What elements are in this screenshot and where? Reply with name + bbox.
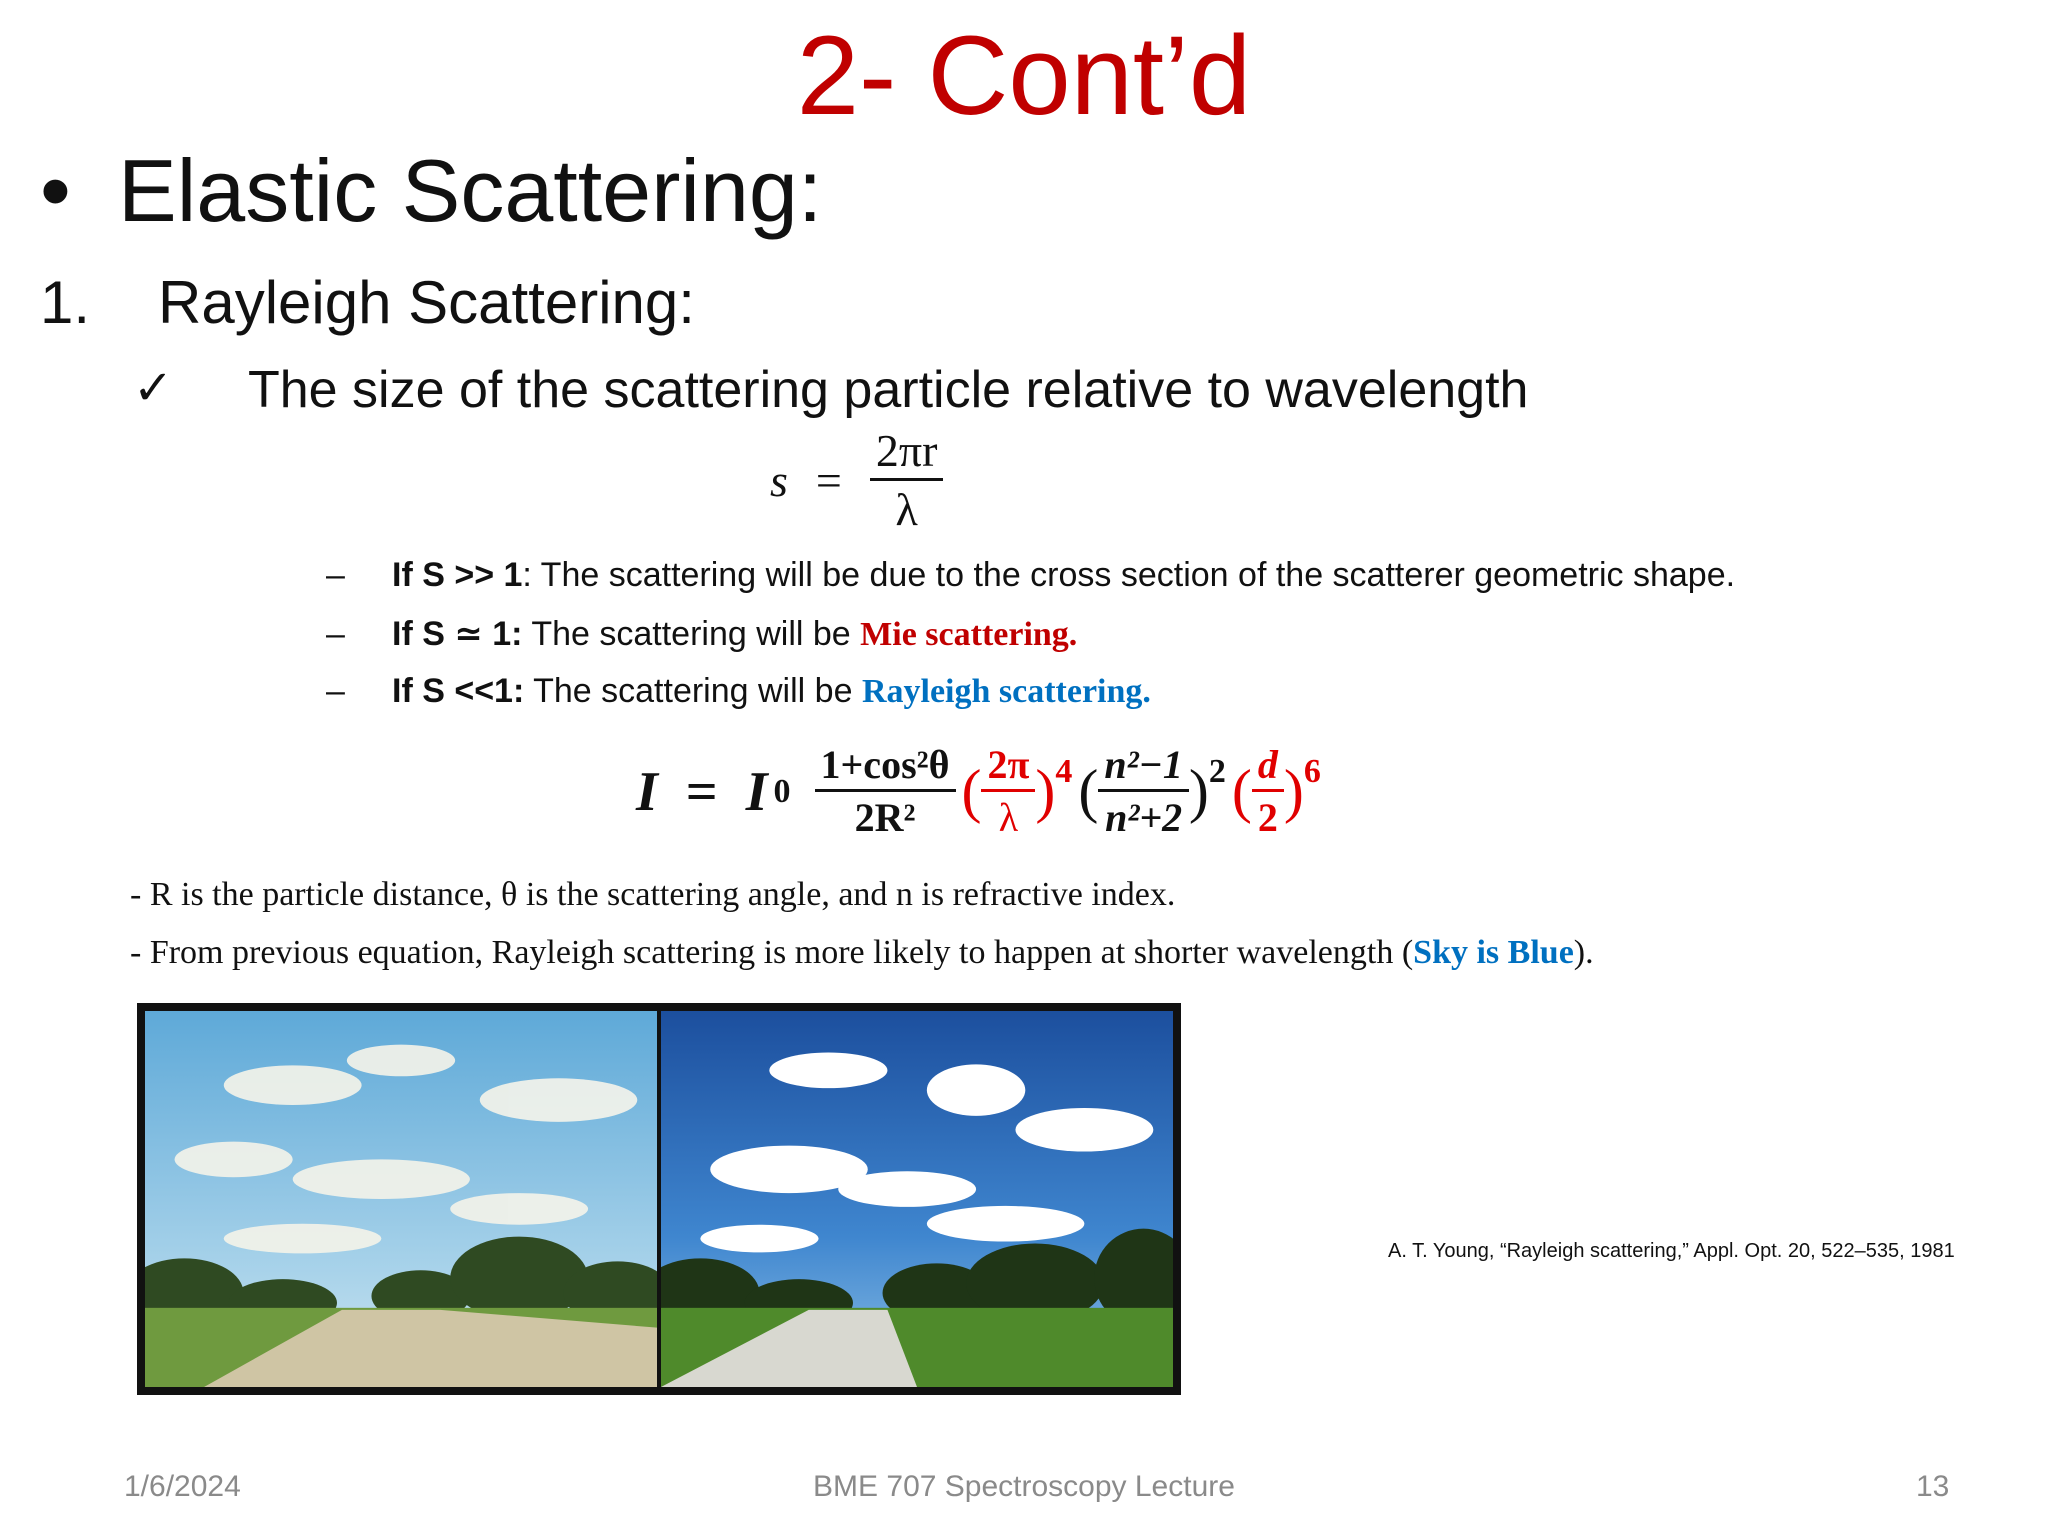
condition-label: If S <<1: bbox=[392, 672, 525, 710]
eq2-open-paren: ( bbox=[961, 758, 982, 824]
blue-sky-photo bbox=[661, 1011, 1173, 1387]
condition-rayleigh bbox=[326, 672, 1151, 711]
eq2-equals: = bbox=[685, 760, 718, 823]
note-text-pre: - From previous equation, Rayleigh scattering is more likely to happen at shorter wavelength ( bbox=[130, 934, 1414, 971]
eq2-close-paren: ) bbox=[1188, 758, 1209, 824]
eq2-fraction-diameter bbox=[1252, 742, 1284, 840]
condition-large bbox=[326, 556, 1735, 595]
bullet-dot: • bbox=[40, 141, 71, 240]
eq2-f2-denominator: λ bbox=[998, 795, 1019, 840]
eq2-f2-numerator: 2π bbox=[981, 745, 1035, 792]
eq2-f4-power: 6 bbox=[1303, 753, 1321, 790]
eq1-fraction bbox=[870, 425, 944, 535]
eq2-i0: I bbox=[745, 760, 768, 823]
footer-course: BME 707 Spectroscopy Lecture bbox=[813, 1470, 1235, 1503]
eq2-fraction-index bbox=[1098, 742, 1188, 840]
eq1-equals: = bbox=[815, 455, 842, 506]
eq1-lhs: s bbox=[770, 455, 788, 506]
condition-text: : The scattering will be due to the cross section of the scatterer geometric shape. bbox=[522, 556, 1736, 594]
eq1-denominator: λ bbox=[895, 484, 918, 535]
mie-highlight: Mie scattering. bbox=[860, 616, 1078, 653]
condition-text: The scattering will be bbox=[522, 615, 861, 653]
eq2-lhs: I bbox=[636, 760, 658, 823]
eq2-open-paren: ( bbox=[1231, 758, 1252, 824]
citation: A. T. Young, “Rayleigh scattering,” Appl. Opt. 20, 522–535, 1981 bbox=[1388, 1240, 1955, 1262]
rayleigh-intensity-equation bbox=[636, 742, 1321, 840]
check-item-text: The size of the scattering particle relative to wavelength bbox=[248, 361, 1529, 419]
eq2-f3-power: 2 bbox=[1208, 753, 1226, 790]
eq2-wavelength-term bbox=[961, 742, 1073, 840]
eq2-f3-numerator: n²−1 bbox=[1098, 745, 1188, 792]
footer-date: 1/6/2024 bbox=[124, 1470, 241, 1503]
eq2-f2-power: 4 bbox=[1055, 753, 1073, 790]
eq2-f4-denominator: 2 bbox=[1257, 795, 1278, 840]
eq2-diameter-term bbox=[1231, 742, 1321, 840]
checkmark-icon: ✓ bbox=[133, 362, 174, 415]
eq2-open-paren: ( bbox=[1078, 758, 1099, 824]
section-heading: Elastic Scattering: bbox=[118, 141, 823, 240]
condition-label: If S >> 1 bbox=[392, 556, 523, 594]
condition-dash: – bbox=[326, 615, 345, 653]
eq2-f4-numerator: d bbox=[1252, 745, 1284, 792]
eq2-fraction-geometry bbox=[815, 742, 956, 840]
note-variables: - R is the particle distance, θ is the scattering angle, and n is refractive index. bbox=[130, 876, 1176, 913]
sky-blue-highlight: Sky is Blue bbox=[1413, 934, 1574, 971]
eq2-i0-subscript: 0 bbox=[773, 772, 791, 810]
eq2-f1-denominator: 2R² bbox=[854, 795, 916, 840]
eq2-close-paren: ) bbox=[1283, 758, 1304, 824]
subheading: Rayleigh Scattering: bbox=[158, 269, 695, 336]
condition-dash: – bbox=[326, 556, 345, 594]
footer-page-number: 13 bbox=[1916, 1470, 1950, 1503]
slide-title: 2- Cont’d bbox=[796, 13, 1252, 138]
note-text-post: ). bbox=[1573, 934, 1594, 971]
rayleigh-highlight: Rayleigh scattering. bbox=[861, 673, 1151, 710]
condition-label: If S ≃ 1: bbox=[392, 615, 523, 653]
condition-mie bbox=[326, 614, 1077, 654]
sky-comparison-image bbox=[137, 1003, 1181, 1395]
size-parameter-equation bbox=[770, 425, 943, 535]
eq2-close-paren: ) bbox=[1035, 758, 1056, 824]
eq2-f1-numerator: 1+cos²θ bbox=[815, 745, 956, 792]
eq2-fraction-wavelength bbox=[981, 742, 1035, 840]
note-sky-blue bbox=[130, 934, 1594, 972]
item-number: 1. bbox=[40, 269, 91, 336]
condition-dash: – bbox=[326, 672, 345, 710]
condition-text: The scattering will be bbox=[524, 672, 862, 710]
eq1-numerator: 2πr bbox=[870, 428, 944, 481]
hazy-sky-photo bbox=[145, 1011, 657, 1387]
eq2-index-term bbox=[1078, 742, 1226, 840]
eq2-f3-denominator: n²+2 bbox=[1105, 795, 1183, 840]
